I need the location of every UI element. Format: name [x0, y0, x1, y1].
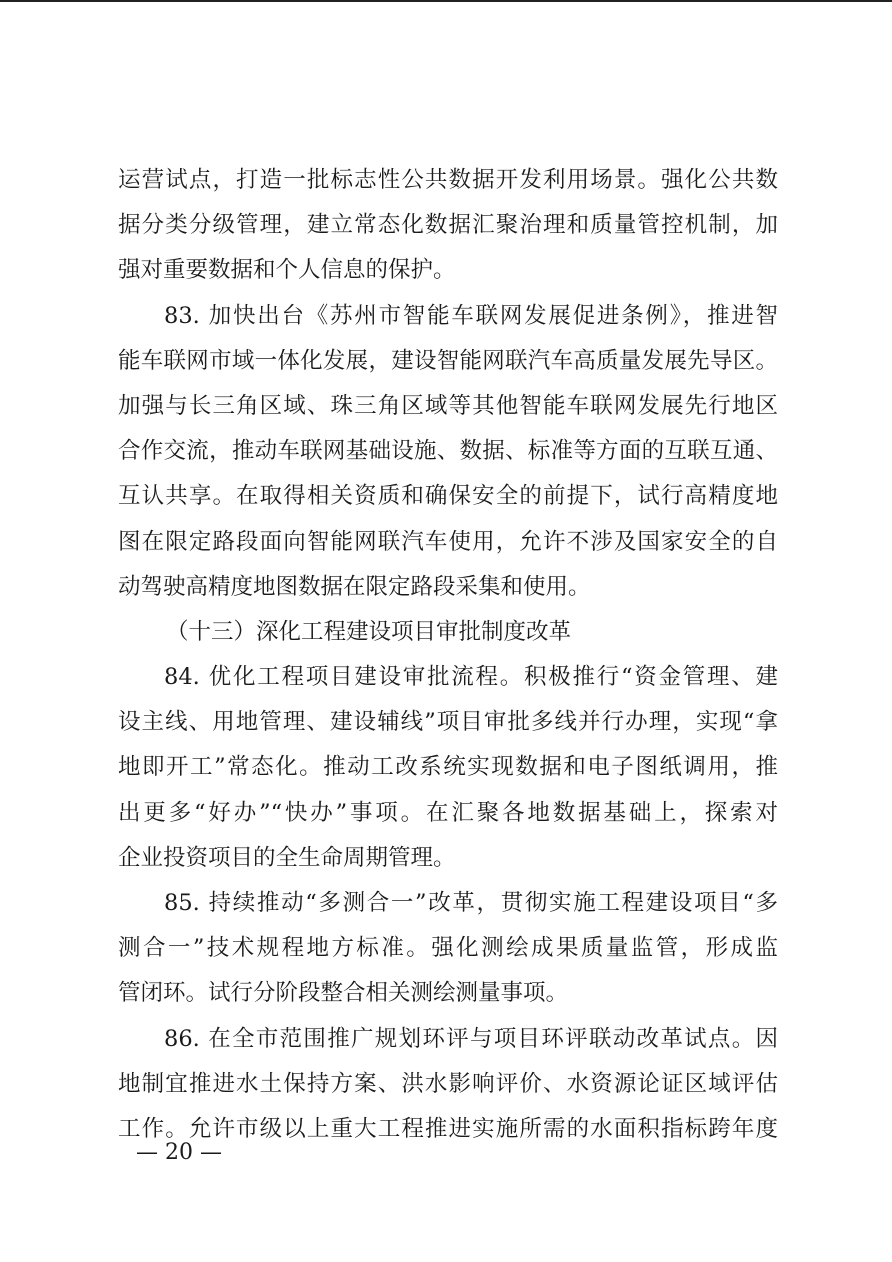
text-line: 动驾驶高精度地图数据在限定路段采集和使用。 — [118, 573, 591, 600]
paragraph-83-start: 83. 加快出台《苏州市智能车联网发展促进条例》，推进智 — [164, 302, 778, 329]
paragraph-85-start: 85. 持续推动“多测合一”改革，贯彻实施工程建设项目“多 — [164, 890, 778, 916]
text-line: 设主线、用地管理、建设辅线”项目审批多线并行办理，实现“拿 — [118, 709, 778, 736]
text-line: 据分类分级管理，建立常态化数据汇聚治理和质量管控机制，加 — [118, 212, 778, 239]
text-line: 工作。允许市级以上重大工程推进实施所需的水面积指标跨年度 — [118, 1115, 778, 1142]
text-line: 管闭环。试行分阶段整合相关测绘测量事项。 — [118, 980, 569, 1007]
text-line: 运营试点，打造一批标志性公共数据开发利用场景。强化公共数 — [118, 167, 778, 193]
page-top-border — [0, 0, 892, 2]
text-line: 测合一”技术规程地方标准。强化测绘成果质量监管，形成监 — [118, 935, 778, 962]
section-heading: （十三）深化工程建设项目审批制度改革 — [166, 618, 572, 645]
page-number: — 20 — — [136, 1140, 222, 1165]
paragraph-86-start: 86. 在全市范围推广规划环评与项目环评联动改革试点。因 — [164, 1025, 778, 1052]
text-line: 出更多“好办”“快办”事项。在汇聚各地数据基础上，探索对 — [118, 799, 778, 826]
text-line: 合作交流，推动车联网基础设施、数据、标准等方面的互联互通、 — [118, 438, 778, 465]
text-line: 强对重要数据和个人信息的保护。 — [118, 257, 456, 284]
text-line: 图在限定路段面向智能网联汽车使用，允许不涉及国家安全的自 — [118, 528, 778, 555]
text-line: 地制宜推进水土保持方案、洪水影响评价、水资源论证区域评估 — [118, 1070, 778, 1097]
text-line: 地即开工”常态化。推动工改系统实现数据和电子图纸调用，推 — [118, 754, 778, 781]
text-line: 加强与长三角区域、珠三角区域等其他智能车联网发展先行地区 — [118, 392, 778, 419]
document-body — [118, 158, 778, 1152]
text-line: 互认共享。在取得相关资质和确保安全的前提下，试行高精度地 — [118, 483, 778, 510]
paragraph-84-start: 84. 优化工程项目建设审批流程。积极推行“资金管理、建 — [164, 664, 778, 691]
text-line: 能车联网市域一体化发展，建设智能网联汽车高质量发展先导区。 — [118, 347, 778, 374]
text-line: 企业投资项目的全生命周期管理。 — [118, 844, 456, 871]
